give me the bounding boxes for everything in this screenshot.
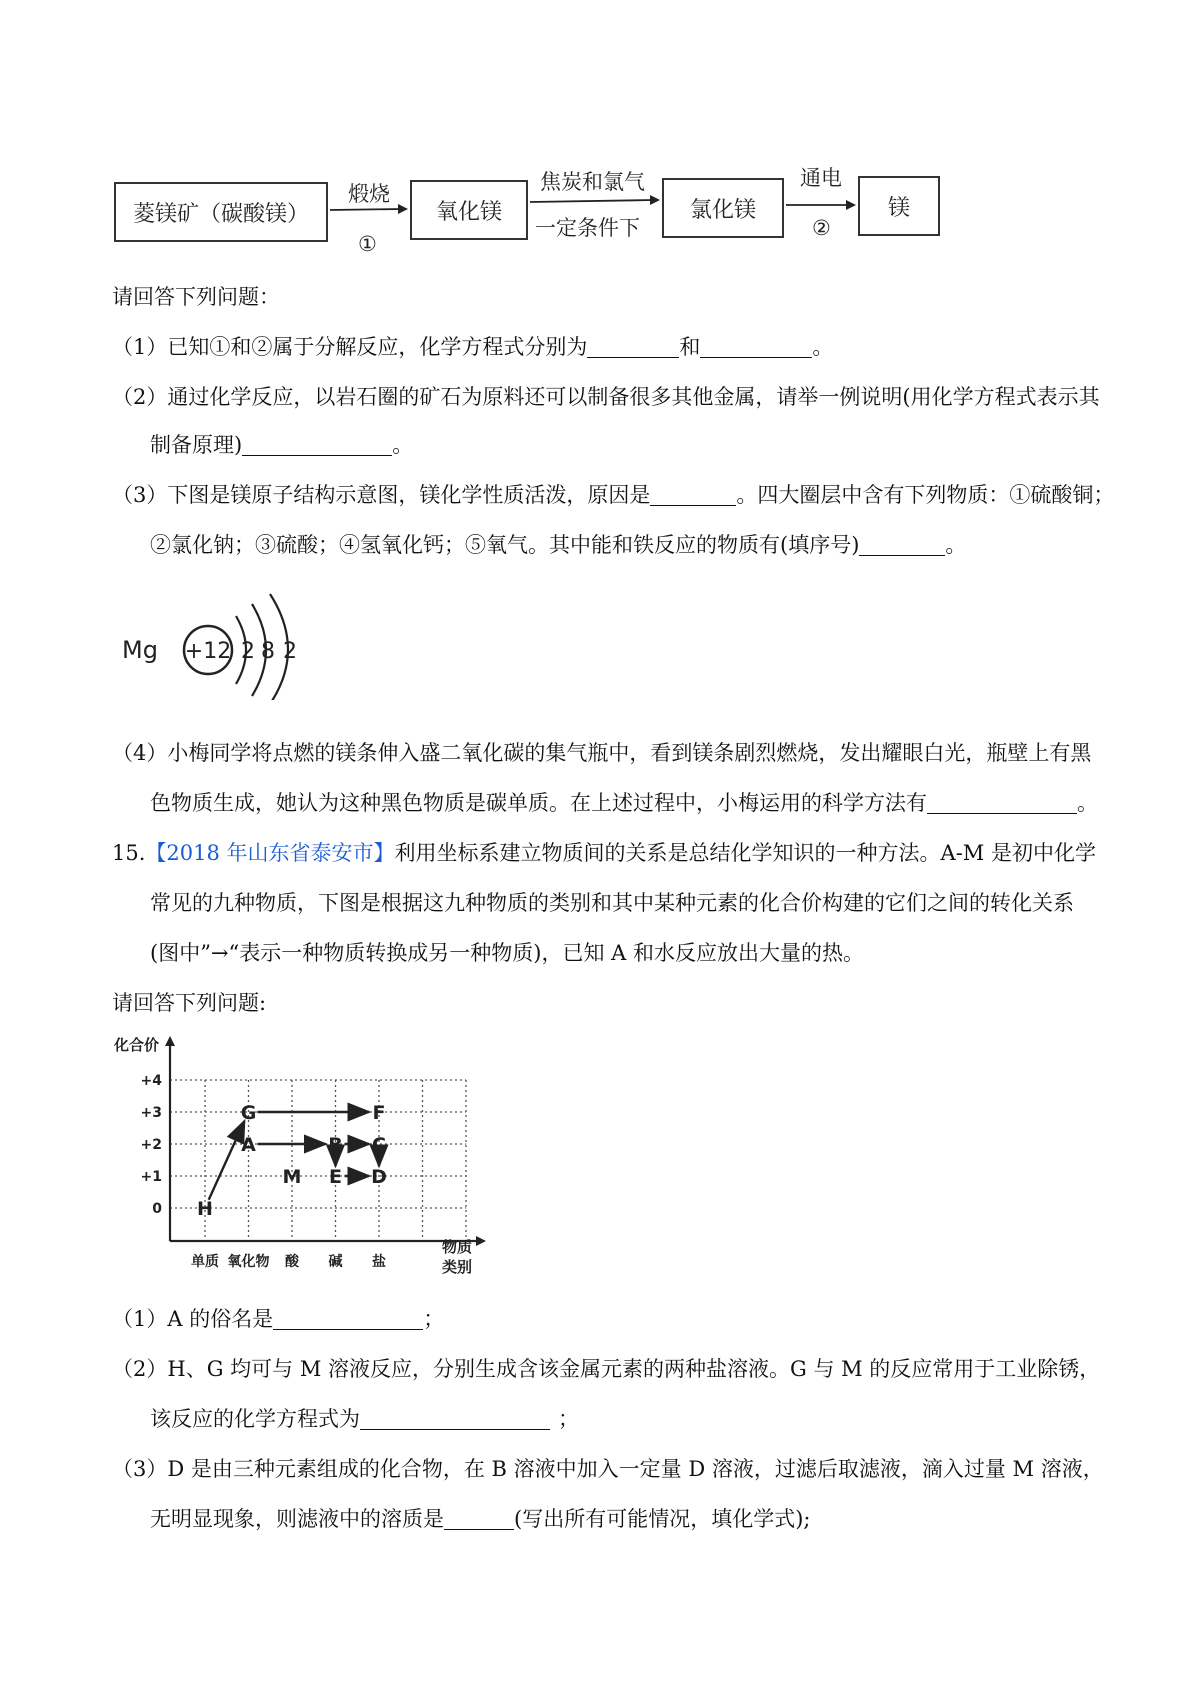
chart-x-label-1: 物质 xyxy=(442,1238,473,1256)
answer-blank[interactable] xyxy=(700,335,812,358)
chart-y-tick-label: +3 xyxy=(140,1105,162,1121)
q15-part1: （1）A 的俗名是 ； xyxy=(112,1307,445,1331)
chart-x-label-2: 类别 xyxy=(442,1258,473,1276)
flow-label-coke-chlorine: 焦炭和氯气 xyxy=(540,170,645,194)
answer-blank[interactable] xyxy=(242,433,392,456)
flow-label-step1: ① xyxy=(358,232,377,256)
flow-label-step2: ② xyxy=(812,216,831,240)
flow-label-condition: 一定条件下 xyxy=(535,216,640,240)
shell-electrons-2: 8 xyxy=(261,639,275,664)
chart-y-tick-label: 0 xyxy=(152,1201,162,1217)
flow-arrow-1 xyxy=(330,209,402,210)
answer-blank[interactable] xyxy=(444,1507,514,1530)
chart-x-axis-arrow xyxy=(476,1236,486,1246)
flow-box-magnesite: 菱镁矿（碳酸镁） xyxy=(114,182,328,242)
shell-electrons-1: 2 xyxy=(241,639,255,664)
mg-atom-diagram xyxy=(118,580,318,700)
q14-part1: （1）已知①和②属于分解反应，化学方程式分别为 和 。 xyxy=(112,335,834,359)
chart-y-tick-label: +1 xyxy=(140,1169,162,1185)
flow-arrow-2 xyxy=(530,200,654,202)
q15-part2-line1: （2）H、G 均可与 M 溶液反应，分别生成含该金属元素的两种盐溶液。G 与 M 的反应常用于工业除锈， xyxy=(112,1357,1101,1381)
answer-blank[interactable] xyxy=(360,1407,550,1430)
q15-intro: 请回答下列问题: xyxy=(112,991,267,1015)
q14-part2-line2: 制备原理) 。 xyxy=(150,433,414,457)
atom-nucleus-charge: +12 xyxy=(184,639,232,664)
chart-x-tick-label: 盐 xyxy=(372,1254,386,1270)
flow-box-magnesium-chloride: 氯化镁 xyxy=(662,178,784,238)
q15-part2-line2: 该反应的化学方程式为 ； xyxy=(150,1407,579,1431)
flow-label-calcine: 煅烧 xyxy=(348,182,390,206)
chart-x-tick-label: 酸 xyxy=(285,1254,299,1270)
q14-part4-line1: （4）小梅同学将点燃的镁条伸入盛二氧化碳的集气瓶中，看到镁条剧烈燃烧，发出耀眼白光，瓶壁上有黑 xyxy=(112,741,1092,765)
valence-chart xyxy=(110,1030,490,1280)
answer-blank[interactable] xyxy=(273,1307,423,1330)
q15-line2: 常见的九种物质，下图是根据这九种物质的类别和其中某种元素的化合价构建的它们之间的转化关系 xyxy=(150,891,1074,915)
q15-part3-line1: （3）D 是由三种元素组成的化合物，在 B 溶液中加入一定量 D 溶液，过滤后取滤液，滴入过量 M 溶液， xyxy=(112,1457,1104,1481)
answer-blank[interactable] xyxy=(927,791,1077,814)
answer-blank[interactable] xyxy=(587,335,679,358)
q14-intro: 请回答下列问题： xyxy=(112,285,280,309)
flow-label-electrolysis: 通电 xyxy=(800,166,842,190)
answer-blank[interactable] xyxy=(650,483,736,506)
q15-line3: (图中”→“表示一种物质转换成另一种物质)，已知 A 和水反应放出大量的热。 xyxy=(150,941,864,965)
chart-y-label: 化合价 xyxy=(114,1036,160,1054)
chart-y-tick-label: +4 xyxy=(140,1073,162,1089)
q15-line1: 15.【2018 年山东省泰安市】利用坐标系建立物质间的关系是总结化学知识的一种方法。A-M 是初中化学 xyxy=(112,841,1096,865)
q14-part3-line1: （3）下图是镁原子结构示意图，镁化学性质活泼，原因是 。四大圈层中含有下列物质：①硫酸铜； xyxy=(112,483,1115,507)
flow-box-magnesium-oxide: 氧化镁 xyxy=(410,180,528,240)
chart-point-F: F xyxy=(372,1102,386,1124)
chart-point-H: H xyxy=(197,1198,213,1220)
chart-point-B: B xyxy=(328,1134,343,1156)
shell-electrons-3: 2 xyxy=(283,639,297,664)
chart-x-tick-label: 碱 xyxy=(328,1254,343,1270)
q15-part3-line2: 无明显现象，则滤液中的溶质是 (写出所有可能情况，填化学式); xyxy=(150,1507,811,1531)
q14-part4-line2: 色物质生成，她认为这种黑色物质是碳单质。在上述过程中，小梅运用的科学方法有 。 xyxy=(150,791,1098,815)
atom-symbol: Mg xyxy=(122,636,158,664)
chart-point-D: D xyxy=(371,1166,387,1188)
flow-box-magnesium: 镁 xyxy=(858,176,940,236)
chart-x-tick-label: 氧化物 xyxy=(227,1254,270,1270)
chart-point-A: A xyxy=(241,1134,256,1156)
answer-blank[interactable] xyxy=(859,533,945,556)
chart-y-tick-label: +2 xyxy=(140,1137,162,1153)
chart-point-E: E xyxy=(329,1166,342,1188)
q14-part2-line1: （2）通过化学反应，以岩石圈的矿石为原料还可以制备很多其他金属，请举一例说明(用化学方程式表示其 xyxy=(112,385,1100,409)
chart-point-G: G xyxy=(240,1102,257,1124)
chart-point-M: M xyxy=(282,1166,302,1188)
chart-point-C: C xyxy=(372,1134,386,1156)
q15-source: 【2018 年山东省泰安市】 xyxy=(145,841,395,865)
chart-x-tick-label: 单质 xyxy=(191,1254,219,1270)
q14-part3-line2: ②氯化钠；③硫酸；④氢氧化钙；⑤氧气。其中能和铁反应的物质有(填序号) 。 xyxy=(150,533,967,557)
chart-y-axis-arrow xyxy=(165,1036,175,1046)
chart-arrow-H-G xyxy=(209,1121,245,1200)
